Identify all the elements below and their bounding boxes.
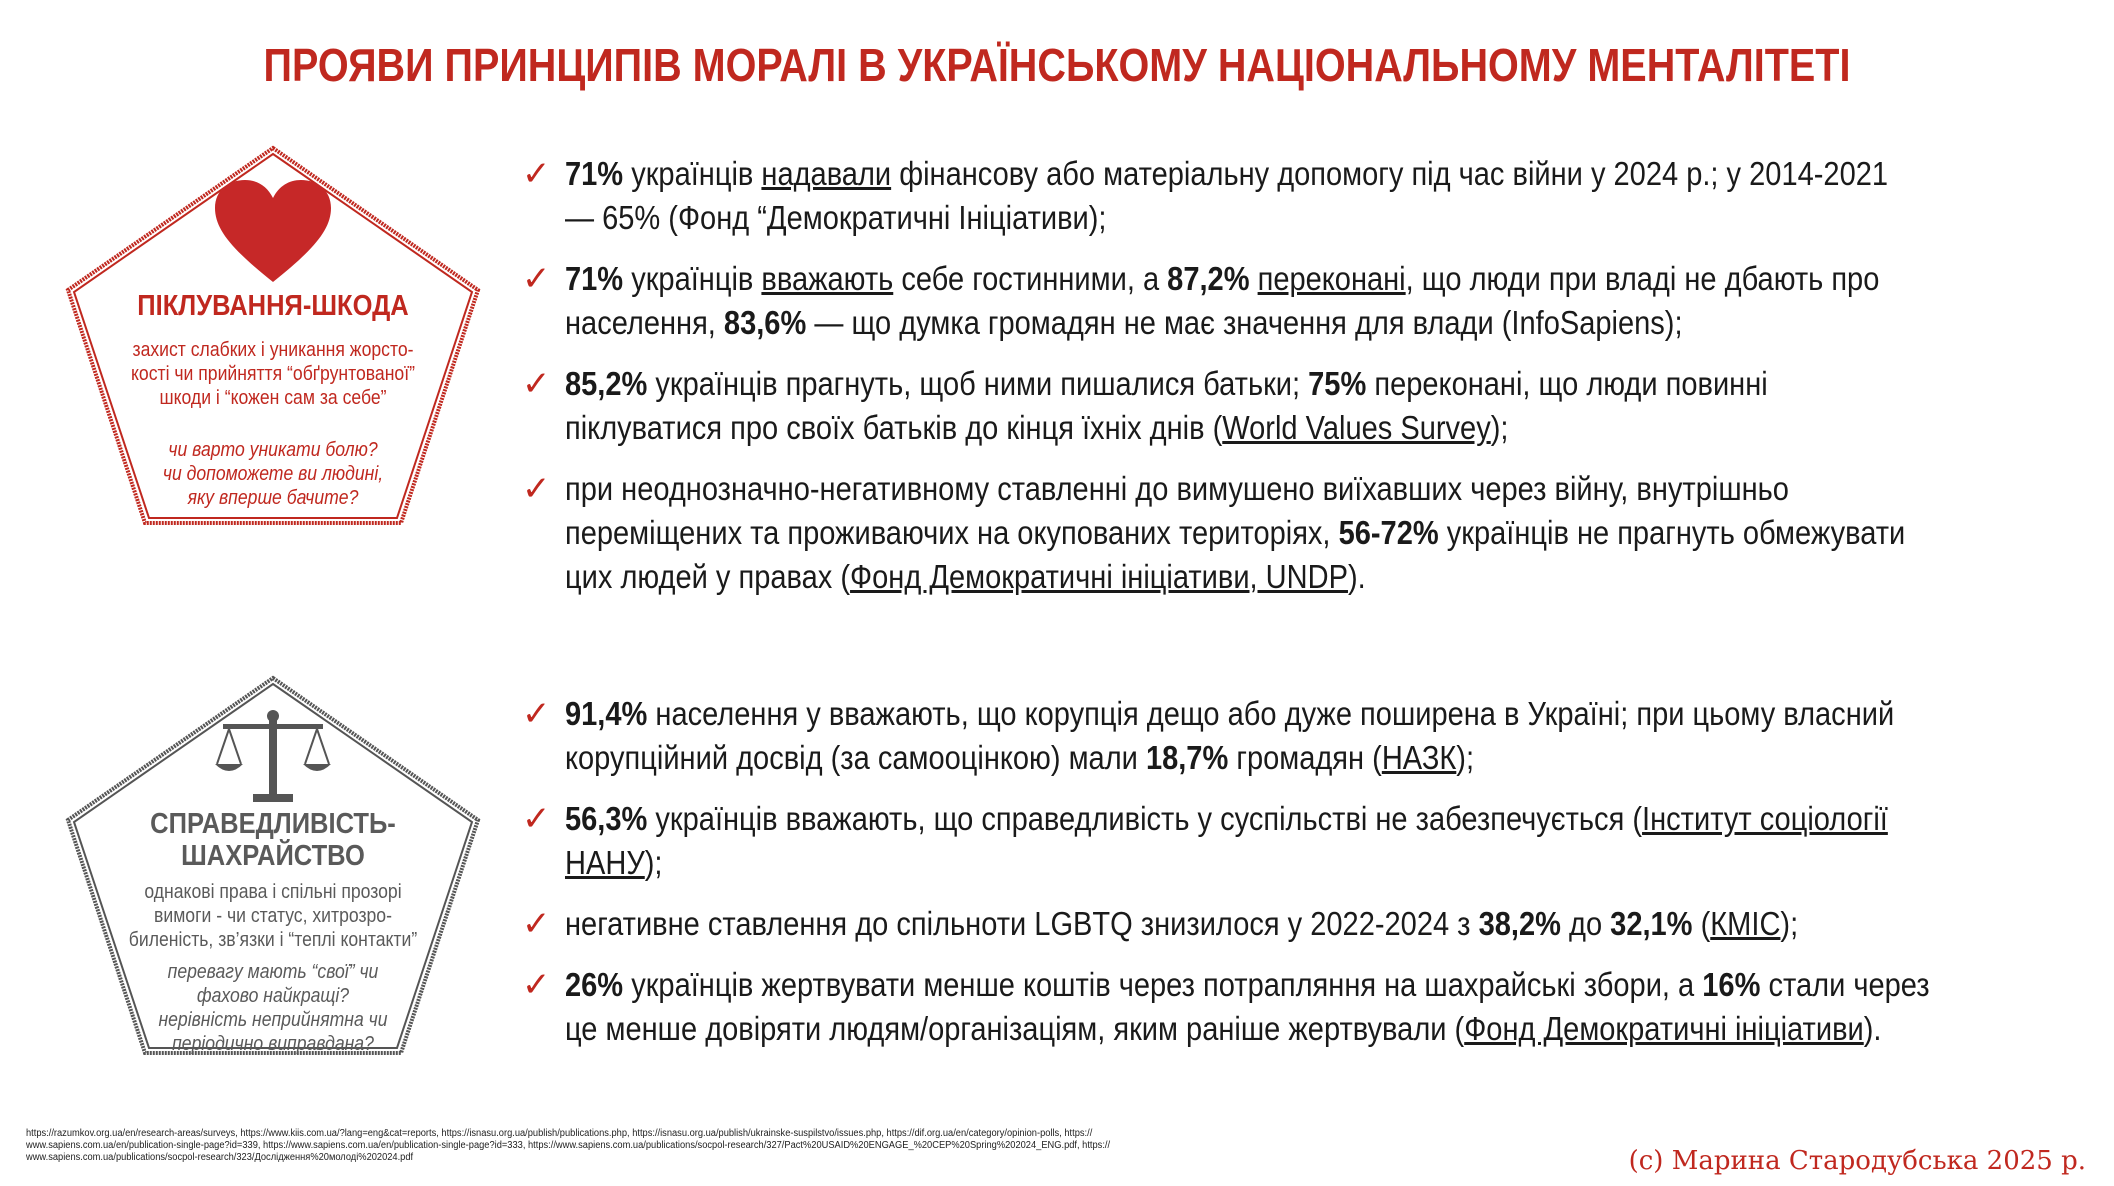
checkmark-icon: ✓ <box>522 695 551 733</box>
care-desc-line: кості чи прийняття “обґрунтованої” <box>131 363 415 385</box>
justice-heading-line: ШАХРАЙСТВО <box>181 840 365 872</box>
list-item: ✓ 71% українців надавали фінансову або матеріальну допомогу під час війни у 2024 р.; у 2014-2021 — 65% (Фонд “Демократичні Ініціативи); <box>520 152 2090 240</box>
source-link[interactable]: КМІС <box>1710 905 1781 942</box>
stat-value: 18,7% <box>1145 739 1229 776</box>
source-link[interactable]: НАНУ <box>565 844 645 881</box>
reference-line[interactable]: www.sapiens.com.ua/publications/socpol-research/323/Дослідження%20молоді%202024.pdf <box>26 1152 414 1163</box>
source-link[interactable]: World Values Survey <box>1222 409 1491 446</box>
checkmark-icon: ✓ <box>522 155 551 193</box>
checkmark-icon: ✓ <box>522 905 551 943</box>
list-item: ✓ 56,3% українців вважають, що справедливість у суспільстві не забезпечується (Інститут соціології НАНУ); <box>520 797 2090 885</box>
references <box>26 1128 1266 1164</box>
care-heading: ПІКЛУВАННЯ-ШКОДА <box>137 290 409 322</box>
source-link[interactable]: НАЗК <box>1381 739 1457 776</box>
justice-question-line: періодично виправдана? <box>172 1033 374 1055</box>
stat-value: 26% <box>565 966 624 1003</box>
stat-value: 71% <box>565 155 624 192</box>
heart-icon <box>213 178 333 288</box>
stat-value: 32,1% <box>1610 905 1693 942</box>
care-desc-line: шкоди і “кожен сам за себе” <box>159 387 387 409</box>
justice-question-line: перевагу мають “свої” чи <box>167 961 379 983</box>
list-item: ✓ 26% українців жертвувати менше коштів через потрапляння на шахрайські збори, а 16% стали через це менше довіряти людям/організаціям, яким раніше жертвували (Фонд Демократичні ініціативи). <box>520 963 2090 1051</box>
care-description <box>58 338 488 410</box>
source-link[interactable]: Фонд Демократичні ініціативи, UNDP <box>850 558 1348 595</box>
stat-value: 83,6% <box>723 304 807 341</box>
page-title: ПРОЯВИ ПРИНЦИПІВ МОРАЛІ В УКРАЇНСЬКОМУ НАЦІОНАЛЬНОМУ МЕНТАЛІТЕТІ <box>263 39 1851 91</box>
care-desc-line: захист слабких і уникання жорсто- <box>132 339 414 361</box>
checkmark-icon: ✓ <box>522 365 551 403</box>
stat-value: 91,4% <box>565 695 648 732</box>
list-item: ✓ 91,4% населення у вважають, що корупція дещо або дуже поширена в Україні; при цьому власний корупційний досвід (за самооцінкою) мали 18,7% громадян (НАЗК); <box>520 692 2090 780</box>
care-question-line: чи допоможете ви людині, <box>162 463 384 485</box>
copyright: (с) Марина Стародубська 2025 р. <box>1628 1146 2086 1176</box>
reference-line[interactable]: www.sapiens.com.ua/en/publication-single-page?id=339, https://www.sapiens.com.ua/en/publication-single-page?id=333, https://www.sapiens.com.ua/publications/socpol-research/327/Pact%20USAID%20ENGAGE_%20CEP%20Spring%202024_ENG.pdf, https:// <box>26 1140 1111 1151</box>
stat-value: 56,3% <box>565 800 648 837</box>
stat-value: 87,2% <box>1167 260 1250 297</box>
list-item: ✓ 85,2% українців прагнуть, щоб ними пишалися батьки; 75% переконані, що люди повинні піклуватися про своїх батьків до кінця їхніх днів (World Values Survey); <box>520 362 2090 450</box>
justice-question-line: фахово найкращі? <box>196 985 350 1007</box>
justice-question-line: нерівність неприйнятна чи <box>158 1009 388 1031</box>
justice-facts-list <box>520 692 2090 1068</box>
stat-value: 56-72% <box>1338 514 1439 551</box>
stat-value: 75% <box>1308 365 1367 402</box>
justice-desc-line: вимоги - чи статус, хитрозро- <box>154 905 392 927</box>
justice-description <box>58 880 488 952</box>
reference-line[interactable]: https://razumkov.org.ua/en/research-areas/surveys, https://www.kiis.com.ua/?lang=eng&cat=reports, https://isnasu.org.ua/publish/publications.php, https://isnasu.org.ua/publish/ukrainske-suspilstvo/issues.php, https://dif.org.ua/en/category/opinion-polls, https:// <box>26 1128 1093 1139</box>
scales-icon <box>213 708 333 808</box>
care-facts-list <box>520 152 2090 616</box>
checkmark-icon: ✓ <box>522 800 551 838</box>
justice-heading-line: СПРАВЕДЛИВІСТЬ- <box>150 808 396 840</box>
care-question-line: яку вперше бачите? <box>187 487 359 509</box>
justice-questions <box>58 960 488 1056</box>
care-question-line: чи варто уникати болю? <box>168 439 378 461</box>
checkmark-icon: ✓ <box>522 260 551 298</box>
stat-value: 16% <box>1702 966 1761 1003</box>
source-link[interactable]: Фонд Демократичні ініціативи <box>1464 1010 1864 1047</box>
care-harm-pentagon <box>58 140 488 530</box>
justice-desc-line: однакові права і спільні прозорі <box>144 881 402 903</box>
justice-desc-line: биленість, зв’язки і “теплі контакти” <box>128 929 418 951</box>
source-link[interactable]: Інститут соціології <box>1642 800 1888 837</box>
checkmark-icon: ✓ <box>522 470 551 508</box>
list-item: ✓ при неоднозначно-негативному ставленні до вимушено виїхавших через війну, внутрішньо переміщених та проживаючих на окупованих територіях, 56-72% українців не прагнуть обмежувати цих людей у правах (Фонд Демократичні ініціативи, UNDP). <box>520 467 2090 599</box>
checkmark-icon: ✓ <box>522 966 551 1004</box>
justice-cheating-pentagon <box>58 670 488 1060</box>
stat-value: 38,2% <box>1478 905 1561 942</box>
care-questions <box>58 438 488 510</box>
stat-value: 71% <box>565 260 624 297</box>
list-item: ✓ негативне ставлення до спільноти LGBTQ знизилося у 2022-2024 з 38,2% до 32,1% (КМІС); <box>520 902 2090 946</box>
stat-value: 85,2% <box>565 365 648 402</box>
list-item: ✓ 71% українців вважають себе гостинними, а 87,2% переконані, що люди при владі не дбають про населення, 83,6% — що думка громадян не має значення для влади (InfoSapiens); <box>520 257 2090 345</box>
justice-heading <box>58 808 488 872</box>
